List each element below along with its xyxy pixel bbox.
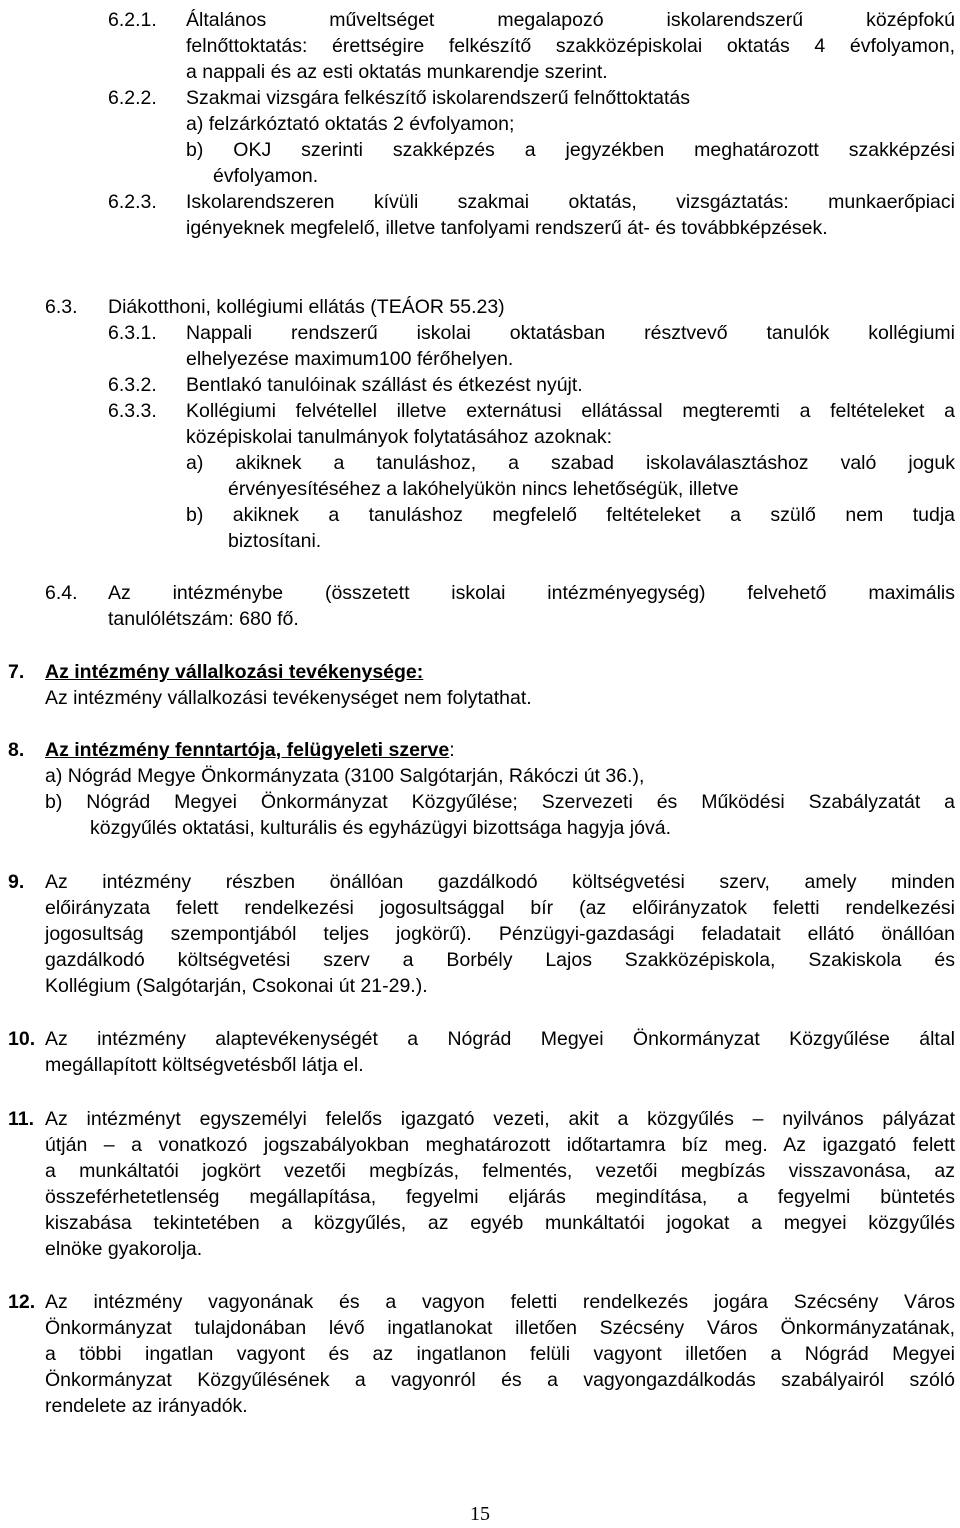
section-8-item-b-line-1: b) Nógrád Megyei Önkormányzat Közgyűlése; Szervezeti és Működési Szabályzatát a	[45, 791, 955, 813]
section-6-2-3-line-1: Iskolarendszeren kívüli szakmai oktatás, vizsgáztatás: munkaerőpiaci	[186, 191, 955, 213]
section-8-heading-line	[45, 737, 455, 764]
section-6-3-3-line-2: középiskolai tanulmányok folytatásához azoknak:	[186, 426, 612, 448]
section-11-line-3: a munkáltatói jogkört vezetői megbízás, felmentés, vezetői megbízás visszavonása, az	[45, 1160, 955, 1182]
section-10-line-1: Az intézmény alaptevékenységét a Nógrád Megyei Önkormányzat Közgyűlése által	[45, 1028, 955, 1050]
section-number-6-4: 6.4.	[45, 582, 78, 604]
section-6-2-1-line-1: Általános műveltséget megalapozó iskolarendszerű középfokú	[186, 9, 955, 31]
section-6-3-3-item-a-line-1: a) akiknek a tanuláshoz, a szabad iskolaválasztáshoz való joguk	[186, 452, 955, 474]
section-6-3-1-line-2: elhelyezése maximum100 férőhelyen.	[186, 348, 514, 370]
section-number-6-2-3: 6.2.3.	[108, 191, 157, 213]
section-8-heading: Az intézmény fenntartója, felügyeleti szerve	[45, 739, 450, 761]
section-11-line-5: kiszabása tekintetében a közgyűlés, az egyéb munkáltatói jogokat a megyei közgyűlés	[45, 1212, 955, 1234]
section-6-3-3-item-a-line-2: érvényesítéséhez a lakóhelyükön nincs lehetőségük, illetve	[228, 478, 739, 500]
section-6-2-2-item-a: a) felzárkóztató oktatás 2 évfolyamon;	[186, 113, 515, 135]
section-6-3-title: Diákotthoni, kollégiumi ellátás (TEÁOR 55.23)	[108, 296, 505, 318]
section-7-text: Az intézmény vállalkozási tevékenységet nem folytathat.	[45, 687, 532, 709]
section-9-line-1: Az intézmény részben önállóan gazdálkodó költségvetési szerv, amely minden	[45, 871, 955, 893]
section-11-line-1: Az intézményt egyszemélyi felelős igazgató vezeti, akit a közgyűlés – nyilvános pályázat	[45, 1108, 955, 1130]
section-number-8: 8.	[8, 739, 25, 761]
section-9-line-3: jogosultság szempontjából teljes jogkörű). Pénzügyi-gazdasági feladatait ellátó önállóan	[45, 923, 955, 945]
section-6-4-line-1: Az intézménybe (összetett iskolai intézményegység) felvehető maximális	[108, 582, 955, 604]
section-number-10: 10.	[8, 1028, 36, 1050]
section-12-line-5: rendelete az irányadók.	[45, 1395, 248, 1417]
section-number-6-2-2: 6.2.2.	[108, 87, 157, 109]
section-11-line-6: elnöke gyakorolja.	[45, 1238, 203, 1260]
section-6-2-2-title: Szakmai vizsgára felkészítő iskolarendszerű felnőttoktatás	[186, 87, 690, 109]
section-6-2-1-line-2: felnőttoktatás: érettségire felkészítő szakközépiskolai oktatás 4 évfolyamon,	[186, 35, 955, 57]
section-number-6-3: 6.3.	[45, 296, 78, 318]
section-6-3-3-item-b-line-2: biztosítani.	[228, 530, 322, 552]
section-9-line-2: előirányzata felett rendelkezési jogosultsággal bír (az előirányzatok feletti rendelkezési	[45, 897, 955, 919]
section-6-2-1-line-3: a nappali és az esti oktatás munkarendje szerint.	[186, 61, 608, 83]
section-number-6-3-3: 6.3.3.	[108, 400, 157, 422]
section-6-2-2-item-b-line-2: évfolyamon.	[213, 165, 319, 187]
section-10-line-2: megállapított költségvetésből látja el.	[45, 1054, 364, 1076]
section-number-6-3-1: 6.3.1.	[108, 322, 157, 344]
section-12-line-3: a többi ingatlan vagyont és az ingatlanon felüli vagyont illetően a Nógrád Megyei	[45, 1343, 955, 1365]
section-6-3-1-line-1: Nappali rendszerű iskolai oktatásban résztvevő tanulók kollégiumi	[186, 322, 955, 344]
section-number-6-2-1: 6.2.1.	[108, 9, 157, 31]
section-6-3-2-line: Bentlakó tanulóinak szállást és étkezést nyújt.	[186, 374, 583, 396]
section-11-line-4: összeférhetetlenség megállapítása, fegyelmi eljárás megindítása, a fegyelmi büntetés	[45, 1186, 955, 1208]
section-6-3-3-line-1: Kollégiumi felvétellel illetve externátusi ellátással megteremti a feltételeket a	[186, 400, 955, 422]
section-6-2-3-line-2: igényeknek megfelelő, illetve tanfolyami rendszerű át- és továbbképzések.	[186, 217, 828, 239]
page-number: 15	[470, 1503, 490, 1525]
section-9-line-4: gazdálkodó költségvetési szerv a Borbély Lajos Szakközépiskola, Szakiskola és	[45, 949, 955, 971]
section-8-heading-colon: :	[449, 739, 455, 761]
section-6-4-line-2: tanulólétszám: 680 fő.	[108, 608, 299, 630]
section-8-item-b-line-2: közgyűlés oktatási, kulturális és egyházügyi bizottsága hagyja jóvá.	[90, 817, 671, 839]
section-number-9: 9.	[8, 871, 25, 893]
section-12-line-2: Önkormányzat tulajdonában lévő ingatlanokat illetően Szécsény Város Önkormányzatának,	[45, 1317, 955, 1339]
section-8-item-a: a) Nógrád Megye Önkormányzata (3100 Salgótarján, Rákóczi út 36.),	[45, 765, 645, 787]
section-7-heading: Az intézmény vállalkozási tevékenysége:	[45, 661, 424, 683]
section-6-3-3-item-b-line-1: b) akiknek a tanuláshoz megfelelő feltételeket a szülő nem tudja	[186, 504, 955, 526]
section-6-2-2-item-b-line-1: b) OKJ szerinti szakképzés a jegyzékben meghatározott szakképzési	[186, 139, 955, 161]
section-number-12: 12.	[8, 1291, 36, 1313]
section-9-line-5: Kollégium (Salgótarján, Csokonai út 21-29.).	[45, 975, 428, 997]
section-number-7: 7.	[8, 661, 25, 683]
section-number-11: 11.	[8, 1108, 35, 1130]
section-12-line-1: Az intézmény vagyonának és a vagyon feletti rendelkezés jogára Szécsény Város	[45, 1291, 955, 1313]
section-12-line-4: Önkormányzat Közgyűlésének a vagyonról és a vagyongazdálkodás szabályairól szóló	[45, 1369, 955, 1391]
section-number-6-3-2: 6.3.2.	[108, 374, 157, 396]
section-11-line-2: útján – a vonatkozó jogszabályokban meghatározott időtartamra bíz meg. Az igazgató felett	[45, 1134, 955, 1156]
